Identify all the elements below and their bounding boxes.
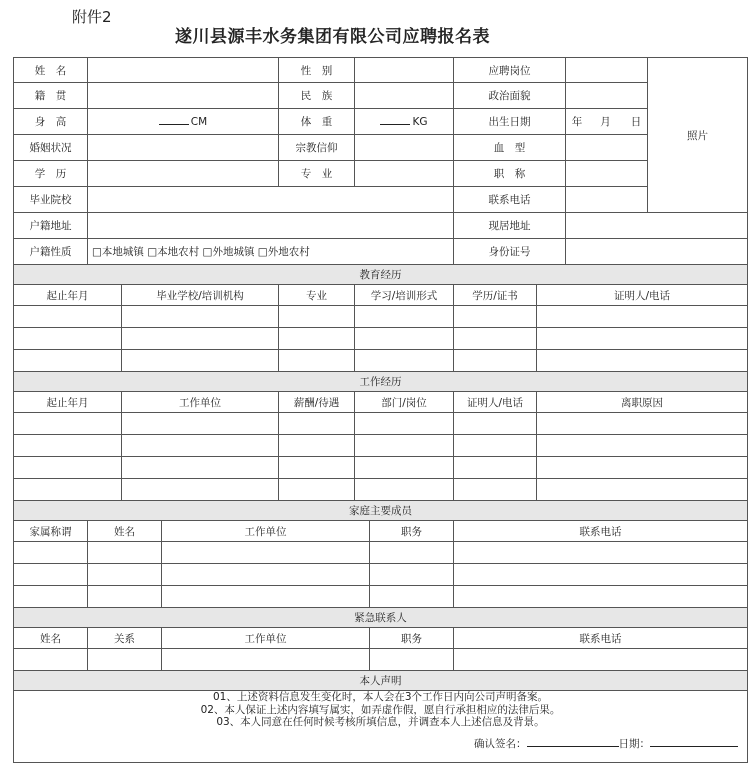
emergency-section-title: 紧急联系人 [14, 608, 748, 628]
education-section-title: 教育经历 [14, 265, 748, 285]
birth-field[interactable] [566, 109, 648, 135]
education-section-title-row [14, 265, 748, 285]
height-field[interactable] [88, 109, 279, 135]
native-label: 籍 贯 [14, 83, 88, 109]
birth-label: 出生日期 [454, 109, 566, 135]
ethnicity-field[interactable] [355, 83, 454, 109]
blood-field[interactable] [566, 135, 648, 161]
signature-field[interactable] [527, 746, 619, 747]
emergency-header-row [14, 628, 748, 649]
gender-field[interactable] [355, 58, 454, 83]
education-header-row [14, 285, 748, 306]
work-header-employer: 工作单位 [122, 392, 279, 413]
date-label: 日期： [618, 737, 650, 750]
basic-row-2 [14, 83, 748, 109]
table-row [14, 564, 748, 586]
gender-label: 性 别 [279, 58, 355, 83]
year-label: 年 [571, 116, 583, 128]
id-number-field[interactable] [566, 239, 748, 265]
date-field[interactable] [650, 746, 738, 747]
month-label: 月 [600, 116, 611, 128]
edu-header-mode: 学习/培训形式 [355, 285, 454, 306]
application-form [13, 57, 748, 763]
title-rank-field[interactable] [566, 161, 648, 187]
work-header-row [14, 392, 748, 413]
family-header-phone: 联系电话 [454, 521, 748, 542]
religion-label: 宗教信仰 [279, 135, 355, 161]
table-row [14, 306, 748, 328]
table-row [14, 413, 748, 435]
emergency-header-phone: 联系电话 [454, 628, 748, 649]
declaration-title-row [14, 671, 748, 691]
work-header-dept: 部门/岗位 [355, 392, 454, 413]
hukou-option-nonlocal-urban[interactable]: □外地城镇 [202, 246, 255, 258]
hukou-addr-label: 户籍地址 [14, 213, 88, 239]
declaration-line-1: 01、上述资料信息发生变化时，本人会在3个工作日内向公司声明备案。 [212, 691, 549, 703]
family-header-name: 姓名 [88, 521, 162, 542]
hukou-type-label: 户籍性质 [14, 239, 88, 265]
major-field[interactable] [355, 161, 454, 187]
basic-row-1 [14, 58, 748, 83]
hukou-option-local-urban[interactable]: □本地城镇 [92, 246, 144, 258]
blood-label: 血 型 [454, 135, 566, 161]
emergency-header-employer: 工作单位 [162, 628, 370, 649]
page-title: 遂川县源丰水务集团有限公司应聘报名表 [175, 27, 490, 47]
emergency-header-relation: 关系 [88, 628, 162, 649]
table-row [14, 435, 748, 457]
family-header-post: 职务 [370, 521, 454, 542]
religion-field[interactable] [355, 135, 454, 161]
ethnicity-label: 民 族 [279, 83, 355, 109]
table-row [14, 542, 748, 564]
table-row [14, 457, 748, 479]
work-section-title-row [14, 372, 748, 392]
major-label: 专 业 [279, 161, 355, 187]
edu-header-period: 起止年月 [14, 285, 122, 306]
family-section-title: 家庭主要成员 [14, 501, 748, 521]
school-label: 毕业院校 [14, 187, 88, 213]
family-header-employer: 工作单位 [162, 521, 370, 542]
table-row [14, 328, 748, 350]
id-number-label: 身份证号 [454, 239, 566, 265]
position-field[interactable] [566, 58, 648, 83]
declaration-row [14, 691, 748, 763]
emergency-header-name: 姓名 [14, 628, 88, 649]
hukou-option-local-rural[interactable]: □本地农村 [147, 246, 200, 258]
current-addr-label: 现居地址 [454, 213, 566, 239]
basic-row-8 [14, 239, 748, 265]
phone-label: 联系电话 [454, 187, 566, 213]
declaration-line-3: 03、本人同意在任何时候考核所填信息，并调查本人上述信息及背景。 [216, 716, 545, 728]
weight-field[interactable] [355, 109, 454, 135]
signature-line [17, 738, 744, 751]
table-row [14, 649, 748, 671]
family-header-row [14, 521, 748, 542]
work-header-reference: 证明人/电话 [454, 392, 537, 413]
work-header-period: 起止年月 [14, 392, 122, 413]
marital-field[interactable] [88, 135, 279, 161]
marital-label: 婚姻状况 [14, 135, 88, 161]
edu-header-school: 毕业学校/培训机构 [122, 285, 279, 306]
table-row [14, 350, 748, 372]
family-section-title-row [14, 501, 748, 521]
weight-label: 体 重 [279, 109, 355, 135]
name-label: 姓 名 [14, 58, 88, 83]
name-field[interactable] [88, 58, 279, 83]
emergency-header-post: 职务 [370, 628, 454, 649]
hukou-addr-field[interactable] [88, 213, 454, 239]
education-field[interactable] [88, 161, 279, 187]
declaration-line-2: 02、本人保证上述内容填写属实，如弄虚作假，愿自行承担相应的法律后果。 [200, 703, 561, 716]
family-header-relation: 家属称谓 [14, 521, 88, 542]
basic-row-7 [14, 213, 748, 239]
day-label: 日 [630, 116, 642, 128]
attachment-label: 附件2 [72, 8, 112, 26]
emergency-section-title-row [14, 608, 748, 628]
height-label: 身 高 [14, 109, 88, 135]
table-row [14, 479, 748, 501]
phone-field[interactable] [566, 187, 648, 213]
school-field[interactable] [88, 187, 454, 213]
height-unit: CM [190, 116, 208, 128]
edu-header-major: 专业 [279, 285, 355, 306]
declaration-title: 本人声明 [14, 671, 748, 691]
native-field[interactable] [88, 83, 279, 109]
current-addr-field[interactable] [566, 213, 748, 239]
hukou-type-options [88, 239, 454, 265]
weight-unit: KG [412, 116, 428, 128]
photo-box[interactable] [648, 58, 748, 213]
hukou-option-nonlocal-rural[interactable]: □外地农村 [257, 246, 310, 258]
education-label: 学 历 [14, 161, 88, 187]
table-row [14, 586, 748, 608]
basic-row-3 [14, 109, 748, 135]
political-label: 政治面貌 [454, 83, 566, 109]
basic-row-5 [14, 161, 748, 187]
edu-header-degree: 学历/证书 [454, 285, 537, 306]
work-header-salary: 薪酬/待遇 [279, 392, 355, 413]
basic-row-4 [14, 135, 748, 161]
declaration-body [14, 691, 748, 763]
work-section-title: 工作经历 [14, 372, 748, 392]
photo-label: 照片 [687, 129, 708, 142]
edu-header-reference: 证明人/电话 [537, 285, 748, 306]
political-field[interactable] [566, 83, 648, 109]
sign-label: 确认签名： [474, 737, 527, 750]
basic-row-6 [14, 187, 748, 213]
position-label: 应聘岗位 [454, 58, 566, 83]
title-rank-label: 职 称 [454, 161, 566, 187]
work-header-leave-reason: 离职原因 [537, 392, 748, 413]
